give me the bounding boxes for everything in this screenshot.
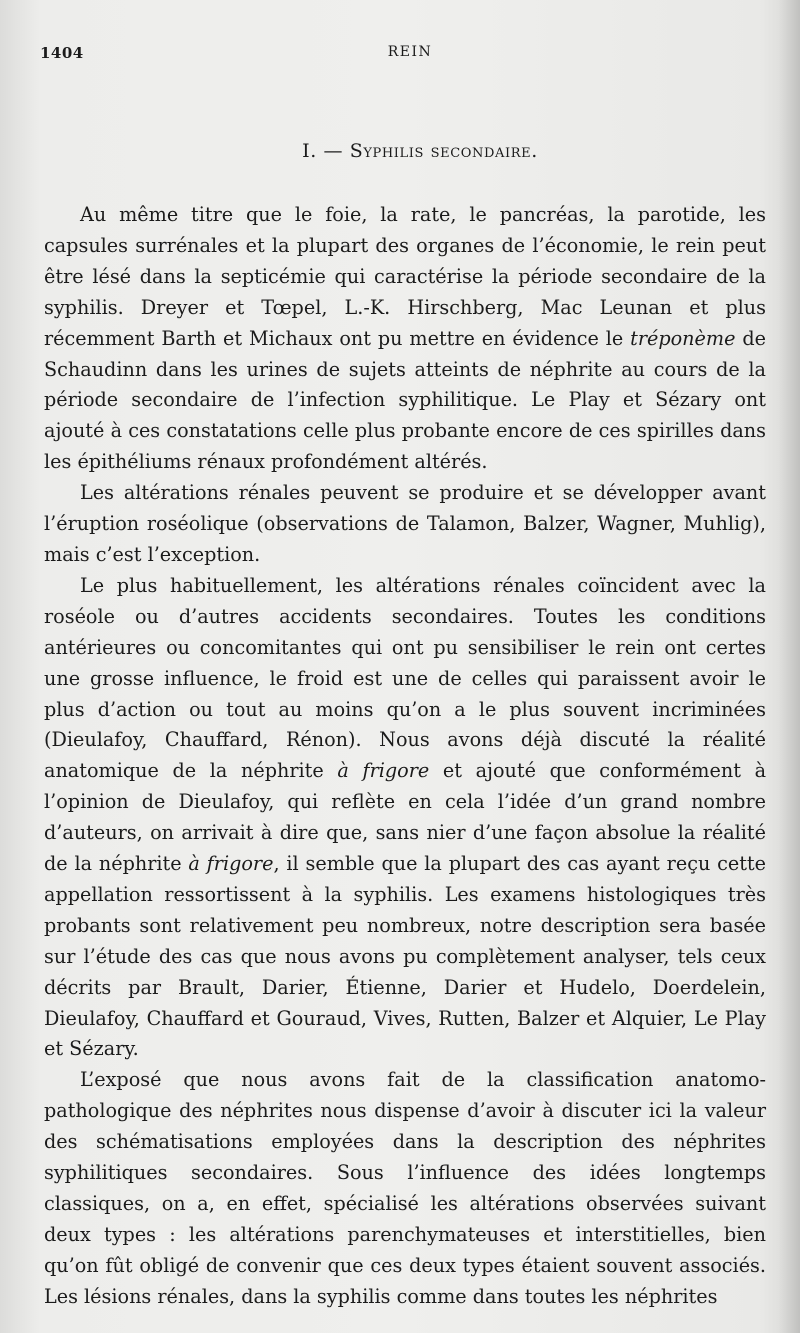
paragraph [44,200,766,478]
italic-term: à frigore [188,852,274,876]
running-header [40,44,780,68]
paragraph-text: Les altérations rénales peuvent se produire et se développer avant l’éruption roséolique (observations de Talamon, Balzer, Wagner, Muhlig), mais c’est l’exception. [44,481,766,566]
italic-term: tréponème [630,326,736,350]
italic-term: à frigore [337,759,430,783]
paragraph-text: de Schaudinn dans les urines de sujets atteints de néphrite au cours de la période secondaire de l’infection syphilitique. Le Play et Sézary ont ajouté à ces constatations celle plus probante encore de ces spirilles dans les épithéliums rénaux profondément altérés. [44,326,766,474]
paragraph-text: Le plus habituellement, les altérations rénales coïncident avec la roséole ou d’autres accidents secondaires. Toutes les conditions antérieures ou concomitantes qui ont pu sensibiliser le rein ont certes une grosse influence, le froid est une de celles qui paraissent avoir le plus d’action ou tout au moins qu’on a le plus souvent incriminées (Dieulafoy, Chauffard, Rénon). Nous avons déjà discuté la réalité anatomique de la néphrite [44,573,766,783]
paragraph [44,1065,766,1312]
body-text [44,200,766,1313]
paragraph [44,571,766,1066]
page-number: 1404 [40,44,84,62]
paragraph-text: et ajouté que conformément à l’opinion de Dieulafoy, qui reflète en cela l’idée d’un grand nombre d’auteurs, on arrivait à dire que, sans nier d’une façon absolue la réalité de la néphrite [44,759,767,876]
paragraph [44,478,766,571]
paragraph-text: Au même titre que le foie, la rate, le pancréas, la parotide, les capsules surrénales et la plupart des organes de l’économie, le rein peut être lésé dans la septicémie qui caractérise la période secondaire de la syphilis. Dreyer et Tœpel, L.-K. Hirschberg, Mac Leunan et plus récemment Barth et Michaux ont pu mettre en évidence le [44,203,766,350]
running-title: REIN [387,44,433,60]
paragraph-text: L’exposé que nous avons fait de la classification anatomo-pathologique des néphrites nous dispense d’avoir à discuter ici la valeur des schématisations employées dans la description des néphrites syphilitiques secondaires. Sous l’influence des idées longtemps classiques, on a, en effet, spécialisé les altérations observées suivant deux types : les altérations parenchymateuses et interstitielles, bien qu’on fût obligé de convenir que ces deux types étaient souvent associés. Les lésions rénales, dans la syphilis comme dans toutes les néphrites [44,1068,766,1308]
scan-shadow-edge [778,0,800,1333]
paragraph-text: , il semble que la plupart des cas ayant reçu cette appellation ressortissent à la syphilis. Les examens histologiques très probants sont relativement peu nombreux, notre description sera basée sur l’étude des cas que nous avons pu complètement analyser, tels ceux décrits par Brault, Darier, Étienne, Darier et Hudelo, Doerdelein, Dieulafoy, Chauffard et Gouraud, Vives, Rutten, Balzer et Alquier, Le Play et Sézary. [44,852,767,1061]
section-heading: I. — Syphilis secondaire. [302,140,538,162]
